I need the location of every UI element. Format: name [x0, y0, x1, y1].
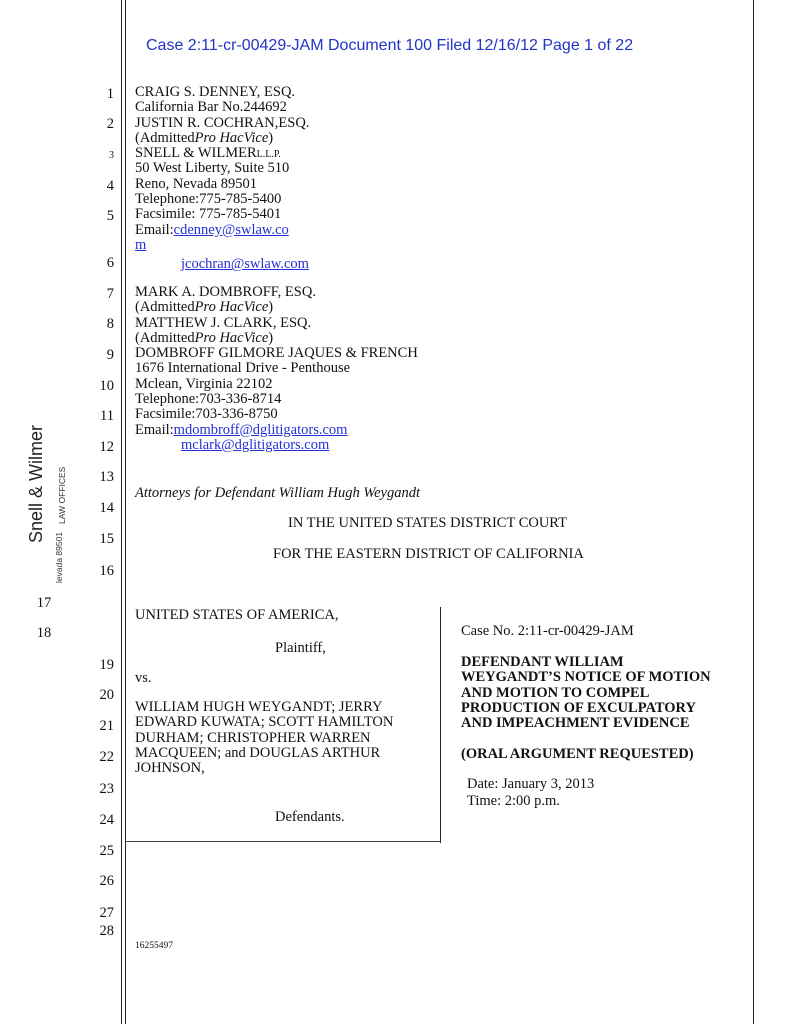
plaintiff-label: Plaintiff, — [275, 640, 326, 656]
line-number: 23 — [99, 781, 114, 797]
right-margin-rule — [753, 0, 754, 1024]
motion-title-line: DEFENDANT WILLIAM — [461, 654, 624, 670]
telephone: Telephone:775-785-5400 — [135, 191, 282, 208]
court-district: FOR THE EASTERN DISTRICT OF CALIFORNIA — [273, 546, 584, 562]
motion-title-line: PRODUCTION OF EXCULPATORY — [461, 699, 696, 716]
line-number: 28 — [99, 923, 114, 939]
motion-title-line: AND IMPEACHMENT EVIDENCE — [461, 715, 690, 732]
court-name: IN THE UNITED STATES DISTRICT COURT — [288, 515, 567, 531]
admitted-note: (AdmittedPro HacVice) — [135, 299, 274, 316]
address-line: 50 West Liberty, Suite 510 — [135, 160, 290, 177]
admitted-note: (AdmittedPro HacVice) — [135, 329, 274, 346]
line-number: 7 — [106, 286, 114, 302]
counsel-name: MARK A. DOMBROFF, ESQ. — [135, 284, 316, 300]
line-number: 13 — [99, 469, 114, 485]
counsel-block-2 — [135, 285, 418, 453]
defendants-names: WILLIAM HUGH WEYGANDT; JERRY EDWARD KUWATA; SCOTT HAMILTON DURHAM; CHRISTOPHER WARREN MACQUEEN; and DOUGLAS ARTHUR JOHNSON, — [135, 699, 394, 777]
line-number: 24 — [99, 812, 114, 828]
admitted-note: (AdmittedPro HacVice) — [135, 129, 274, 146]
oral-argument: (ORAL ARGUMENT REQUESTED) — [461, 746, 694, 762]
counsel-block-1 — [135, 85, 309, 273]
line-number: 16 — [99, 563, 114, 579]
counsel-name: JUSTIN R. COCHRAN,ESQ. — [135, 114, 310, 131]
firm-name: DOMBROFF GILMORE JAQUES & FRENCH — [135, 345, 418, 362]
case-header: Case 2:11-cr-00429-JAM Document 100 Filed 12/16/12 Page 1 of 22 — [146, 37, 634, 54]
bar-number: California Bar No.244692 — [135, 99, 287, 116]
hearing-date: Date: January 3, 2013 — [467, 776, 595, 792]
line-number: 3 — [109, 150, 114, 161]
line-number: 27 — [99, 905, 114, 921]
email-link[interactable]: mdombroff@dglitigators.com — [173, 421, 348, 438]
counsel-name: MATTHEW J. CLARK, ESQ. — [135, 314, 312, 331]
line-number: 26 — [99, 873, 114, 889]
line-number: 2 — [106, 116, 114, 132]
address-line: 1676 International Drive - Penthouse — [135, 360, 351, 377]
hearing-time: Time: 2:00 p.m. — [467, 793, 560, 809]
line-number: 21 — [99, 718, 114, 734]
line-number: 22 — [99, 749, 114, 765]
counsel-name: CRAIG S. DENNEY, ESQ. — [135, 84, 296, 100]
address-line: Reno, Nevada 89501 — [135, 175, 258, 192]
email-line: Email:cdenney@swlaw.co — [135, 221, 289, 238]
motion-title-line: AND MOTION TO COMPEL — [461, 684, 650, 701]
motion-title-line: WEYGANDT’S NOTICE OF MOTION — [461, 669, 711, 686]
email-line — [135, 257, 309, 272]
facsimile: Facsimile:703-336-8750 — [135, 406, 278, 423]
caption-bottom-rule — [125, 841, 441, 842]
line-number: 14 — [99, 500, 114, 516]
address-line: Mclean, Virginia 22102 — [135, 375, 273, 392]
line-number: 17 — [36, 595, 52, 611]
line-number: 15 — [99, 531, 114, 547]
line-number: 9 — [106, 347, 114, 363]
email-link[interactable]: cdenney@swlaw.co — [173, 221, 289, 238]
attorneys-for: Attorneys for Defendant William Hugh Weygandt — [135, 485, 421, 501]
caption-divider — [440, 607, 441, 843]
line-number: 11 — [100, 408, 114, 424]
plaintiff-name: UNITED STATES OF AMERICA, — [135, 607, 339, 623]
line-number: 1 — [106, 86, 114, 102]
left-margin-rule-1 — [121, 0, 122, 1024]
sidebar-city: levada 89501 — [54, 531, 64, 583]
line-number: 4 — [106, 178, 114, 194]
line-number: 8 — [106, 316, 114, 332]
document-id: 16255497 — [135, 941, 173, 951]
motion-title — [461, 655, 711, 731]
email-link[interactable]: jcochran@swlaw.com — [181, 256, 309, 273]
sidebar-law-offices: LAW OFFICES — [57, 466, 67, 524]
email-line — [135, 438, 418, 453]
firm-name: SNELL & WILMERL.L.P. — [135, 145, 281, 162]
line-number: 10 — [99, 378, 114, 394]
email-link-continued[interactable]: m — [135, 236, 147, 253]
line-number: 6 — [106, 255, 114, 271]
facsimile: Facsimile: 775-785-5401 — [135, 206, 282, 223]
line-number: 5 — [106, 208, 114, 224]
line-number: 20 — [99, 687, 114, 703]
sidebar-firm-name: Snell & Wilmer — [26, 424, 46, 543]
left-margin-rule-2 — [125, 0, 126, 1024]
line-number: 19 — [99, 657, 114, 673]
line-number: 25 — [99, 843, 114, 859]
versus: vs. — [135, 670, 152, 686]
telephone: Telephone:703-336-8714 — [135, 391, 282, 408]
email-line-wrap — [135, 238, 309, 253]
case-number: Case No. 2:11-cr-00429-JAM — [461, 623, 634, 639]
line-number: 18 — [36, 625, 52, 641]
email-link[interactable]: mclark@dglitigators.com — [181, 436, 330, 453]
line-number: 12 — [99, 439, 114, 455]
email-line: Email:mdombroff@dglitigators.com — [135, 421, 348, 438]
defendants-label: Defendants. — [275, 809, 345, 825]
